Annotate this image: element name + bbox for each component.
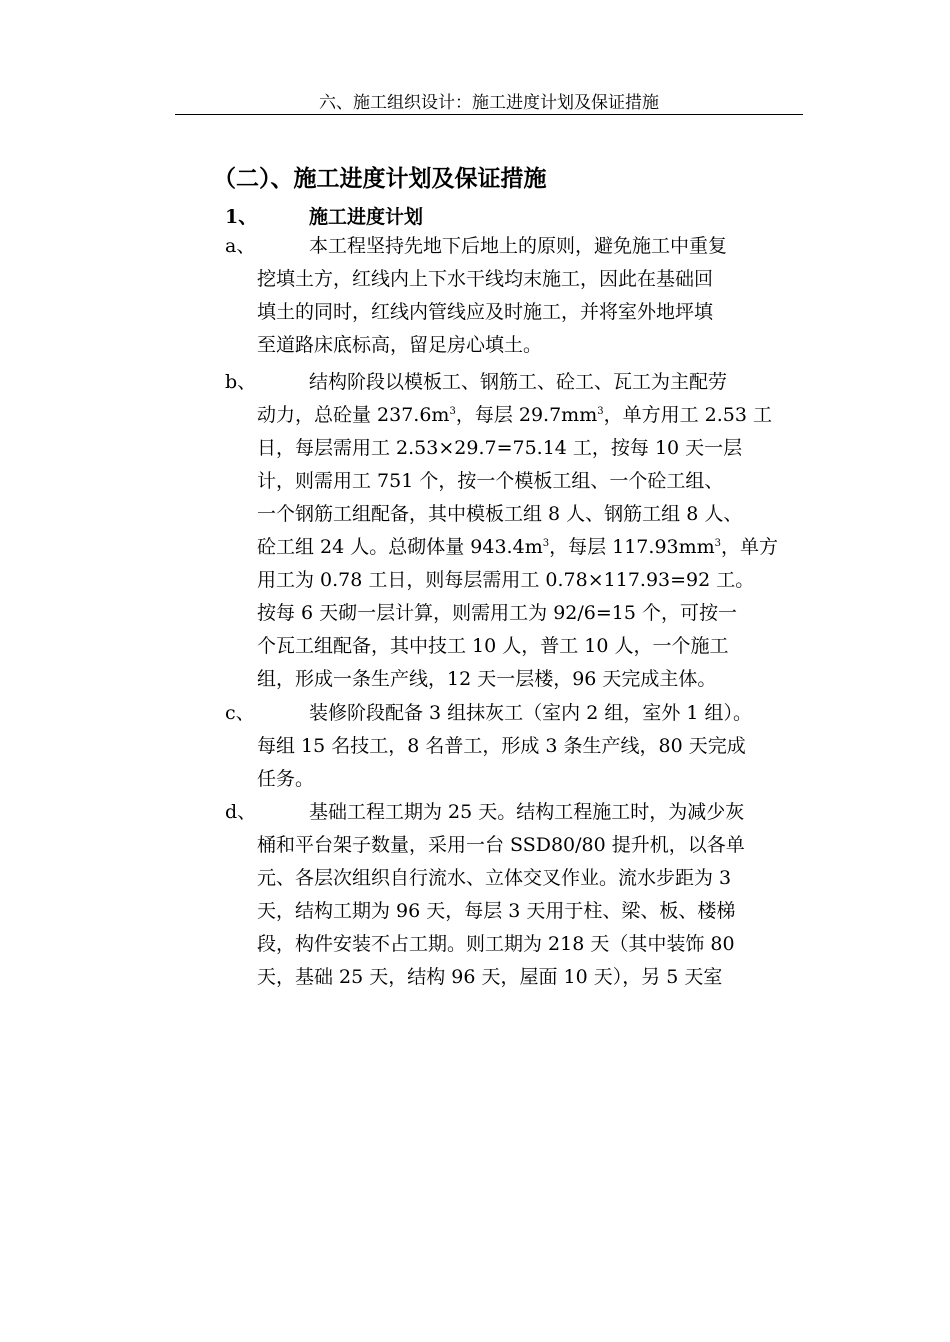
superscript: 3 — [714, 538, 722, 549]
paragraph-line: 结构阶段以模板工、钢筋工、砼工、瓦工为主配劳 — [309, 371, 728, 393]
paragraph-line: 组，形成一条生产线，12 天一层楼，96 天完成主体。 — [257, 668, 717, 690]
item-body — [257, 697, 815, 796]
text-run: ，单方用工 2.53 工 — [603, 404, 772, 426]
paragraph-line: 按每 6 天砌一层计算，则需用工为 92/6=15 个，可按一 — [257, 602, 738, 624]
paragraph-line: 任务。 — [257, 768, 315, 790]
superscript: 3 — [597, 406, 604, 417]
header-rule — [175, 114, 803, 115]
paragraph-line: 段，构件安装不占工期。则工期为 218 天（其中装饰 80 — [257, 933, 735, 955]
paragraph-line: 计，则需用工 751 个，按一个模板工组、一个砼工组、 — [257, 470, 724, 492]
item-marker: b、 — [225, 371, 257, 393]
subsection-title: 施工进度计划 — [309, 206, 424, 228]
paragraph-line — [257, 531, 815, 564]
item-body — [257, 796, 815, 994]
paragraph-line: 个瓦工组配备，其中技工 10 人，普工 10 人，一个施工 — [257, 635, 729, 657]
paragraph-line: 装修阶段配备 3 组抹灰工（室内 2 组，室外 1 组）。 — [309, 702, 753, 724]
paragraph-line: 挖填土方，红线内上下水干线均末施工，因此在基础回 — [257, 268, 714, 290]
superscript: 3 — [542, 538, 550, 549]
text-run: ，每层 117.93mm — [549, 536, 715, 558]
subsection-number: 1、 — [225, 206, 258, 228]
superscript: 3 — [449, 406, 456, 417]
item-marker: c、 — [225, 702, 255, 724]
paragraph-line: 日，每层需用工 2.53×29.7=75.14 工，按每 10 天一层 — [257, 437, 743, 459]
text-run: ，单方 — [721, 536, 779, 558]
text-run: 砼工组 24 人。总砌体量 943.4m — [257, 536, 543, 558]
running-header: 六、施工组织设计：施工进度计划及保证措施 — [319, 93, 659, 113]
text-run: ，每层 29.7mm — [455, 404, 598, 426]
paragraph-line: 基础工程工期为 25 天。结构工程施工时，为减少灰 — [309, 801, 745, 823]
paragraph-line: 用工为 0.78 工日，则每层需用工 0.78×117.93=92 工。 — [257, 569, 755, 591]
paragraph-line: 一个钢筋工组配备，其中模板工组 8 人、钢筋工组 8 人、 — [257, 503, 743, 525]
item-body — [257, 366, 815, 696]
list-item-c — [225, 697, 815, 796]
item-marker: d、 — [225, 801, 257, 823]
paragraph-line: 填土的同时，红线内管线应及时施工，并将室外地坪填 — [257, 301, 714, 323]
list-item-d — [225, 796, 815, 994]
paragraph-line: 元、各层次组织自行流水、立体交叉作业。流水步距为 3 — [257, 867, 732, 889]
section-title: （二）、施工进度计划及保证措施 — [213, 165, 547, 192]
item-marker: a、 — [225, 235, 256, 257]
paragraph-line: 桶和平台架子数量，采用一台 SSD80/80 提升机，以各单 — [257, 834, 745, 856]
list-item-a — [225, 230, 815, 362]
paragraph-line — [257, 399, 815, 432]
paragraph-line: 天，基础 25 天，结构 96 天，屋面 10 天），另 5 天室 — [257, 966, 723, 988]
subsection-heading — [225, 203, 423, 231]
paragraph-line: 每组 15 名技工，8 名普工，形成 3 条生产线，80 天完成 — [257, 735, 746, 757]
paragraph-line: 天，结构工期为 96 天，每层 3 天用于柱、梁、板、楼梯 — [257, 900, 736, 922]
list-item-b — [225, 366, 815, 696]
paragraph-line: 至道路床底标高，留足房心填土。 — [257, 334, 543, 356]
paragraph-line: 本工程坚持先地下后地上的原则，避免施工中重复 — [309, 235, 728, 257]
item-body — [257, 230, 815, 362]
text-run: 动力，总砼量 237.6m — [257, 404, 450, 426]
